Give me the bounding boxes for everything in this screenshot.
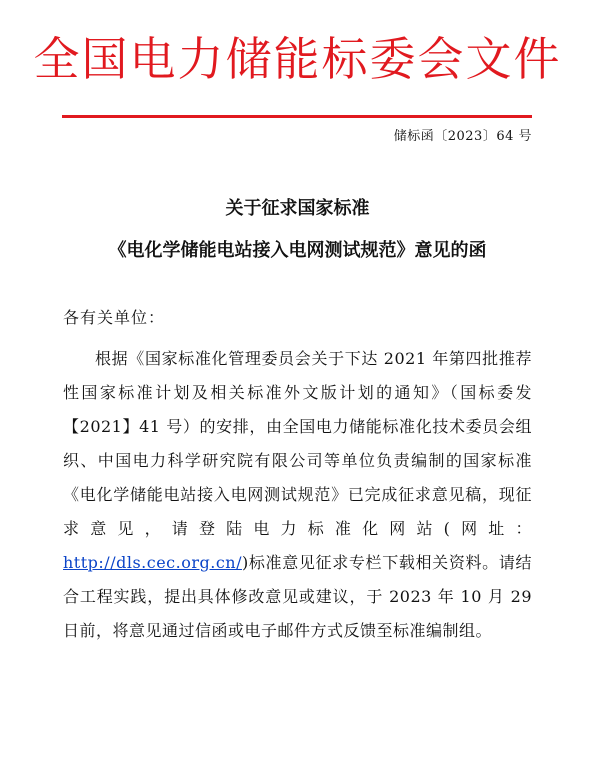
body-text-after-link: )标准意见征求专栏下载相关资料。请结合工程实践，提出具体修改意见或建议，于 2023 年 10 月 29 日前，将意见通过信函或电子邮件方式反馈至标准编制组。 bbox=[63, 553, 532, 640]
salutation: 各有关单位： bbox=[63, 308, 166, 327]
document-header-title: 全国电力储能标委会文件 bbox=[33, 32, 562, 86]
letter-title-line-1: 关于征求国家标准 bbox=[225, 198, 370, 219]
letter-title-line-2: 《电化学储能电站接入电网测试规范》意见的函 bbox=[108, 240, 487, 261]
body-paragraph bbox=[63, 342, 532, 648]
document-number: 储标函〔2023〕64 号 bbox=[393, 129, 532, 144]
website-link[interactable]: http://dls.cec.org.cn/ bbox=[63, 553, 242, 572]
header-red-rule bbox=[62, 115, 532, 118]
body-text-before-link: 根据《国家标准化管理委员会关于下达 2021 年第四批推荐性国家标准计划及相关标准外文版计划的通知》（国标委发【2021】41 号）的安排，由全国电力储能标准化技术委员会组织、中国电力科学研究院有限公司等单位负责编制的国家标准《电化学储能电站接入电网测试规范》已完成征求意见稿，现征求意见，请登陆电力标准化网站(网址： bbox=[63, 349, 532, 538]
